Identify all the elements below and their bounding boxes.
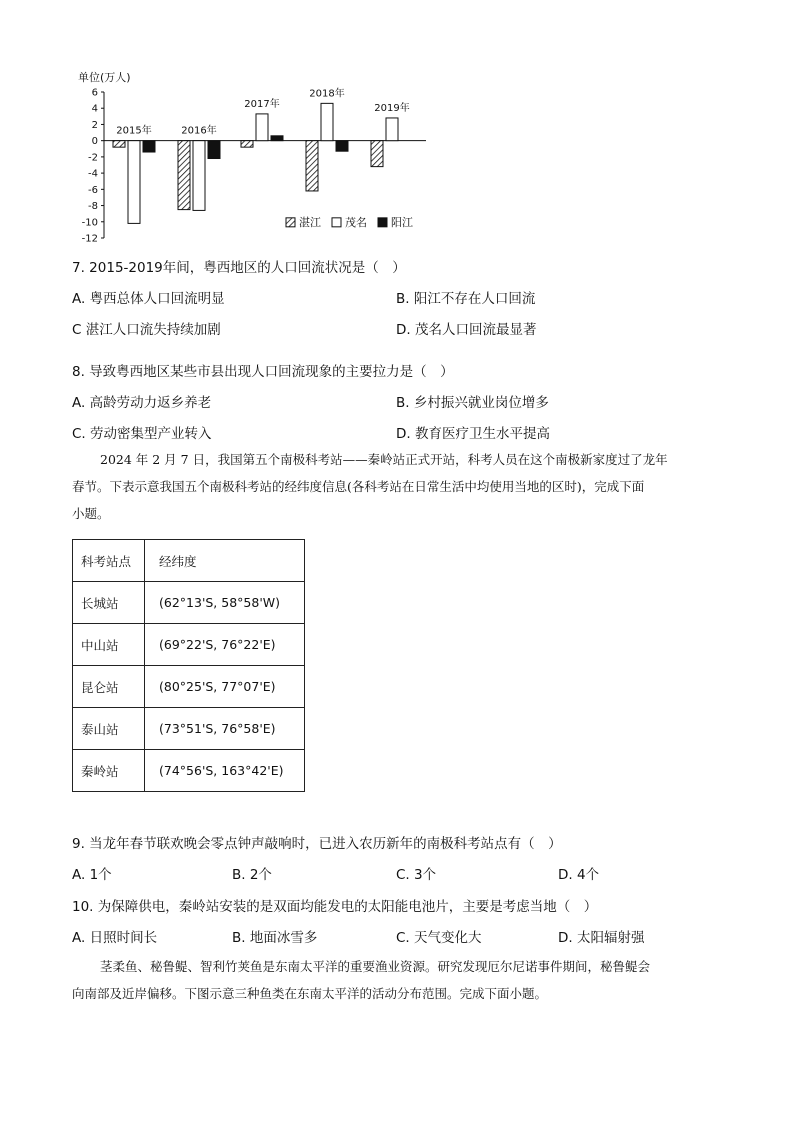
question-10-option-c: C. 天气变化大 (396, 930, 482, 946)
bar-湛江-2017年 (241, 141, 253, 147)
table-header-coordinates: 经纬度 (145, 540, 305, 582)
passage-fishery-line-1: 茎柔鱼、秘鲁鳀、智利竹荚鱼是东南太平洋的重要渔业资源。研究发现厄尔尼诺事件期间，秘鲁鳀会 (100, 959, 651, 974)
bar-阳江-2018年 (336, 141, 348, 152)
bar-阳江-2016年 (208, 141, 220, 159)
category-label: 2019年 (374, 102, 410, 114)
population-return-chart (70, 66, 440, 250)
y-tick-label: -8 (88, 201, 98, 213)
legend-label: 茂名 (345, 215, 367, 229)
y-tick-label: 4 (91, 103, 98, 115)
bar-湛江-2016年 (178, 141, 190, 210)
passage-antarctic (72, 446, 732, 527)
bar-湛江-2015年 (113, 141, 125, 147)
bar-茂名-2015年 (128, 141, 140, 224)
station-name: 长城站 (73, 582, 145, 624)
question-10-option-a: A. 日照时间长 (72, 930, 158, 946)
legend-label: 湛江 (299, 215, 321, 229)
category-label: 2018年 (309, 88, 345, 100)
bar-湛江-2019年 (371, 141, 383, 167)
y-tick-label: -4 (88, 168, 98, 180)
passage-antarctic-line-1: 2024 年 2 月 7 日，我国第五个南极科考站——秦岭站正式开站，科考人员在这个南极新家度过了龙年 (100, 452, 668, 467)
category-label: 2016年 (181, 125, 217, 137)
question-10-stem: 10. 为保障供电，秦岭站安装的是双面均能发电的太阳能电池片，主要是考虑当地（ ） (72, 899, 598, 915)
question-7-option-a: A. 粤西总体人口回流明显 (72, 291, 225, 307)
table-row (73, 708, 305, 750)
bar-茂名-2017年 (256, 114, 268, 141)
legend-swatch (332, 218, 341, 227)
table-header-row (73, 540, 305, 582)
y-tick-label: -6 (88, 184, 98, 196)
bar-湛江-2018年 (306, 141, 318, 191)
question-7-stem: 7. 2015-2019年间，粤西地区的人口回流状况是（ ） (72, 260, 406, 276)
question-7-option-b: B. 阳江不存在人口回流 (396, 291, 536, 307)
bar-阳江-2015年 (143, 141, 155, 152)
station-name: 泰山站 (73, 708, 145, 750)
question-9-option-a: A. 1个 (72, 867, 112, 883)
station-coordinates: (73°51'S, 76°58'E) (145, 708, 305, 750)
y-unit-label: 单位(万人) (78, 71, 131, 84)
legend-swatch (286, 218, 295, 227)
question-8-stem: 8. 导致粤西地区某些市县出现人口回流现象的主要拉力是（ ） (72, 364, 454, 380)
table-row (73, 624, 305, 666)
y-tick-label: 6 (91, 87, 98, 99)
question-9-option-c: C. 3个 (396, 867, 437, 883)
category-label: 2015年 (116, 125, 152, 137)
station-coordinates: (74°56'S, 163°42'E) (145, 750, 305, 792)
passage-fishery (72, 953, 732, 1007)
station-coordinates: (69°22'S, 76°22'E) (145, 624, 305, 666)
bar-阳江-2017年 (271, 136, 283, 141)
passage-antarctic-line-3: 小题。 (72, 506, 110, 521)
y-tick-label: -2 (88, 152, 98, 164)
question-7-option-d: D. 茂名人口回流最显著 (396, 322, 537, 338)
question-8-option-a: A. 高龄劳动力返乡养老 (72, 395, 212, 411)
question-8-option-b: B. 乡村振兴就业岗位增多 (396, 395, 549, 411)
bar-茂名-2016年 (193, 141, 205, 211)
station-coordinates: (62°13'S, 58°58'W) (145, 582, 305, 624)
table-row (73, 582, 305, 624)
station-coordinates: (80°25'S, 77°07'E) (145, 666, 305, 708)
y-tick-label: 0 (91, 136, 98, 148)
bar-茂名-2019年 (386, 118, 398, 141)
chart-legend (286, 215, 413, 229)
legend-label: 阳江 (391, 215, 413, 229)
y-tick-label: -10 (81, 217, 98, 229)
table-row (73, 666, 305, 708)
legend-swatch (378, 218, 387, 227)
question-7-option-c: C 湛江人口流失持续加剧 (72, 322, 221, 338)
station-coordinates-table (72, 539, 305, 792)
question-9-option-b: B. 2个 (232, 867, 272, 883)
table-header-station: 科考站点 (73, 540, 145, 582)
station-name: 中山站 (73, 624, 145, 666)
y-tick-label: -12 (81, 233, 98, 245)
question-9-stem: 9. 当龙年春节联欢晚会零点钟声敲响时，已进入农历新年的南极科考站点有（ ） (72, 836, 562, 852)
category-label: 2017年 (244, 98, 280, 110)
question-10-option-b: B. 地面冰雪多 (232, 930, 318, 946)
question-8-option-c: C. 劳动密集型产业转入 (72, 426, 212, 442)
station-name: 秦岭站 (73, 750, 145, 792)
passage-fishery-line-2: 向南部及近岸偏移。下图示意三种鱼类在东南太平洋的活动分布范围。完成下面小题。 (72, 986, 548, 1001)
question-8-option-d: D. 教育医疗卫生水平提高 (396, 426, 550, 442)
chart-bars (113, 103, 398, 223)
y-tick-label: 2 (91, 119, 98, 131)
question-9-option-d: D. 4个 (558, 867, 600, 883)
question-10-option-d: D. 太阳辐射强 (558, 930, 645, 946)
bar-茂名-2018年 (321, 103, 333, 140)
station-name: 昆仑站 (73, 666, 145, 708)
table-row (73, 750, 305, 792)
passage-antarctic-line-2: 春节。下表示意我国五个南极科考站的经纬度信息(各科考站在日常生活中均使用当地的区时)，完成下面 (72, 479, 645, 494)
